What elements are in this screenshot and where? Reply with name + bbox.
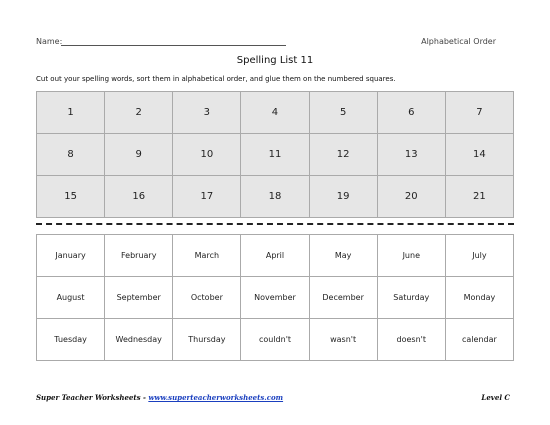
word-card: July — [445, 235, 513, 277]
number-cell: 9 — [105, 134, 173, 176]
page-title: Spelling List 11 — [236, 55, 314, 66]
name-line — [61, 45, 286, 46]
number-cell: 16 — [105, 176, 173, 218]
word-card: February — [105, 235, 173, 277]
word-card: doesn't — [377, 319, 445, 361]
number-cell: 6 — [377, 92, 445, 134]
word-row — [37, 235, 514, 277]
number-cell: 13 — [377, 134, 445, 176]
name-row — [36, 37, 514, 51]
word-card: June — [377, 235, 445, 277]
number-cell: 21 — [445, 176, 513, 218]
number-cell: 3 — [173, 92, 241, 134]
spelling-words-grid — [36, 234, 514, 361]
number-cell: 12 — [309, 134, 377, 176]
number-row — [37, 176, 514, 218]
number-row — [37, 92, 514, 134]
worksheet-category: Alphabetical Order — [421, 37, 496, 46]
footer — [36, 393, 510, 405]
number-cell: 4 — [241, 92, 309, 134]
number-cell: 19 — [309, 176, 377, 218]
word-card: November — [241, 277, 309, 319]
word-card: September — [105, 277, 173, 319]
word-row — [37, 319, 514, 361]
number-cell: 10 — [173, 134, 241, 176]
number-cell: 18 — [241, 176, 309, 218]
word-card: August — [37, 277, 105, 319]
word-card: October — [173, 277, 241, 319]
number-cell: 5 — [309, 92, 377, 134]
word-card: Saturday — [377, 277, 445, 319]
footer-website-link[interactable]: www.superteacherworksheets.com — [148, 393, 284, 402]
word-card: Wednesday — [105, 319, 173, 361]
word-card: April — [241, 235, 309, 277]
cut-line — [36, 223, 514, 225]
number-cell: 8 — [37, 134, 105, 176]
number-cell: 2 — [105, 92, 173, 134]
word-card: January — [37, 235, 105, 277]
word-card: couldn't — [241, 319, 309, 361]
footer-brand: Super Teacher Worksheets - — [36, 393, 149, 402]
word-card: calendar — [445, 319, 513, 361]
number-cell: 17 — [173, 176, 241, 218]
word-card: Tuesday — [37, 319, 105, 361]
number-cell: 20 — [377, 176, 445, 218]
word-card: wasn't — [309, 319, 377, 361]
word-card: Monday — [445, 277, 513, 319]
footer-level: Level C — [481, 393, 510, 402]
word-card: Thursday — [173, 319, 241, 361]
word-card: March — [173, 235, 241, 277]
number-row — [37, 134, 514, 176]
numbered-squares-grid — [36, 91, 514, 218]
word-row — [37, 277, 514, 319]
instructions: Cut out your spelling words, sort them in alphabetical order, and glue them on the numbered squares. — [36, 75, 396, 83]
name-label: Name: — [36, 37, 63, 46]
number-cell: 1 — [37, 92, 105, 134]
number-cell: 7 — [445, 92, 513, 134]
word-card: May — [309, 235, 377, 277]
number-cell: 15 — [37, 176, 105, 218]
word-card: December — [309, 277, 377, 319]
footer-credit — [36, 393, 283, 402]
number-cell: 11 — [241, 134, 309, 176]
number-cell: 14 — [445, 134, 513, 176]
